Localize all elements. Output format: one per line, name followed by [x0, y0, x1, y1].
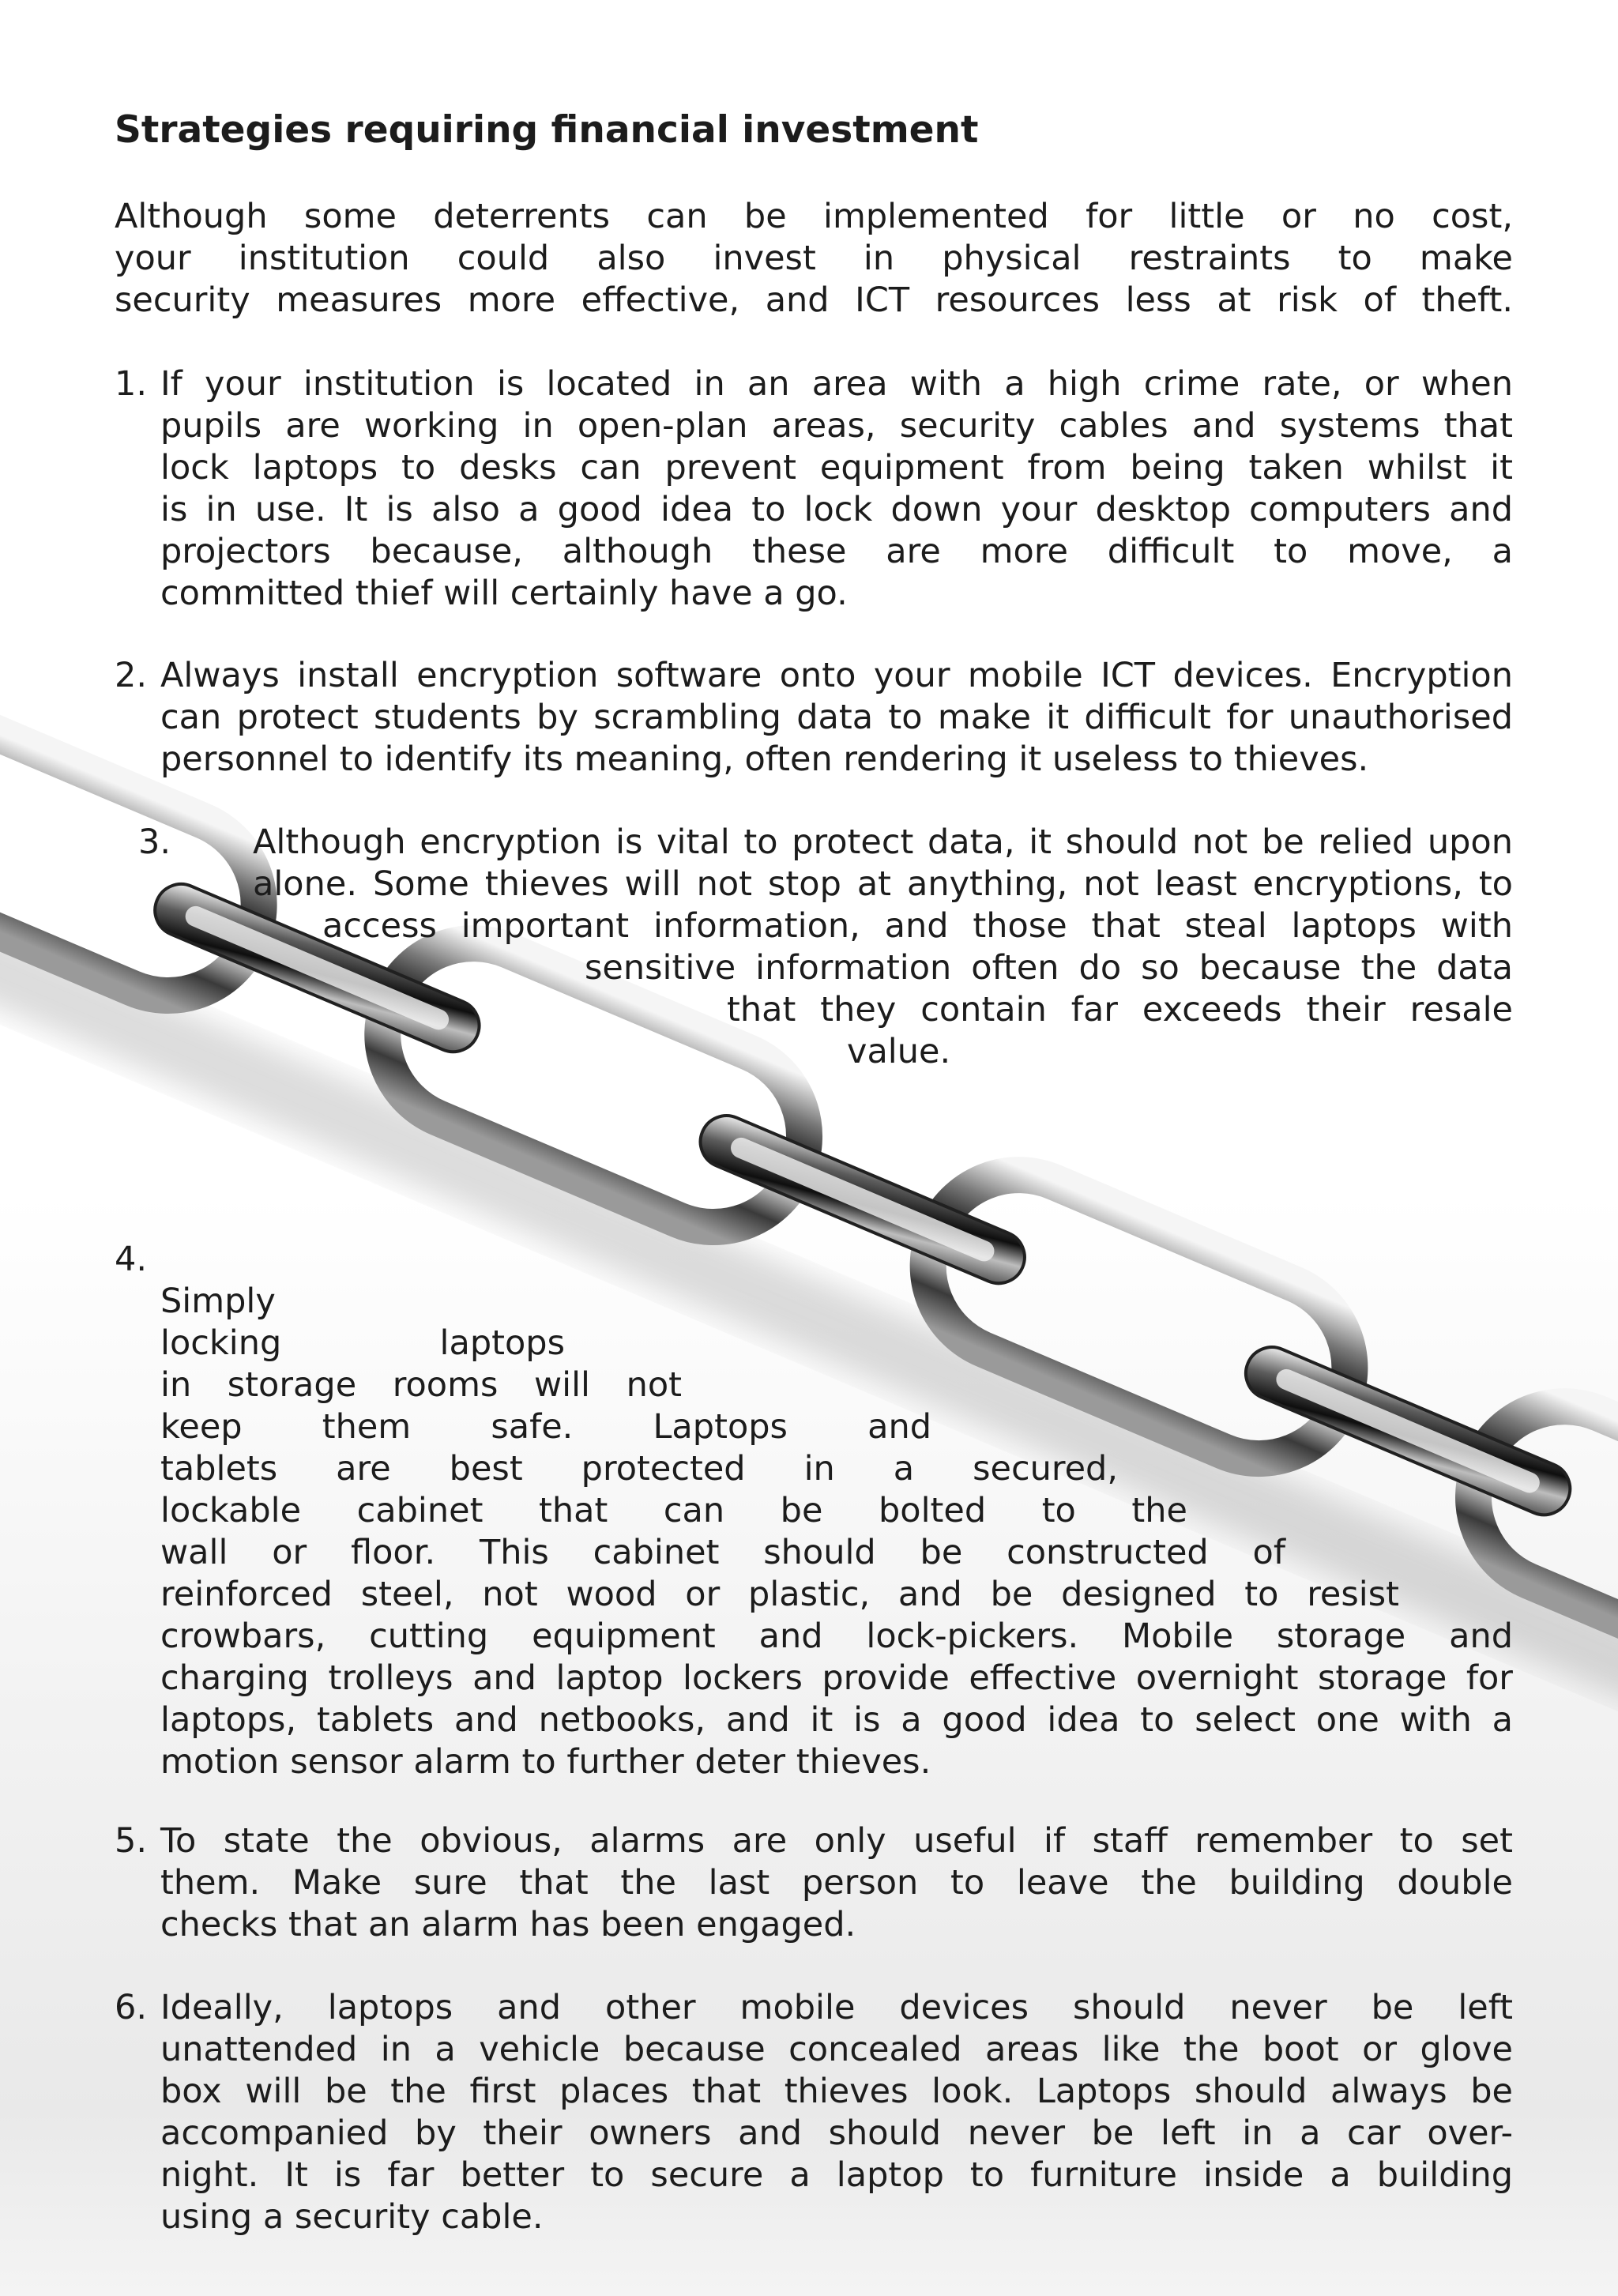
- page-title: Strategies requiring financial investment: [115, 108, 979, 152]
- list-item-line: keep them safe. Laptops and: [160, 1407, 931, 1447]
- list-number: 2.: [115, 656, 148, 695]
- intro-line: your institution could also invest in physical restraints to make: [115, 239, 1513, 278]
- list-item-line: Although encryption is vital to protect data, it should not be relied upon: [253, 822, 1513, 862]
- list-item-line: charging trolleys and laptop lockers provide effective overnight storage for: [160, 1658, 1513, 1698]
- list-item: [0, 822, 1513, 1073]
- list-item-line: checks that an alarm has been engaged.: [160, 1905, 856, 1944]
- list-item-line: motion sensor alarm to further deter thieves.: [160, 1742, 931, 1782]
- list-item-line: laptops, tablets and netbooks, and it is a good idea to select one with a: [160, 1700, 1513, 1740]
- list-item-line: box will be the first places that thieves look. Laptops should always be: [160, 2072, 1513, 2111]
- list-item-line: Simply: [160, 1282, 276, 1321]
- list-item-line: locking laptops: [160, 1323, 565, 1363]
- list-item-line: sensitive information often do so because the data: [585, 948, 1513, 988]
- list-item-line: Ideally, laptops and other mobile devices should never be left: [160, 1988, 1513, 2027]
- list-number: 4.: [115, 1240, 148, 1279]
- intro-paragraph: [115, 196, 1513, 322]
- list-item: [160, 1820, 1513, 1946]
- list-item-line: If your institution is located in an area with a high crime rate, or when: [160, 364, 1513, 404]
- list-item-line: crowbars, cutting equipment and lock-pickers. Mobile storage and: [160, 1617, 1513, 1656]
- list-item-line: is in use. It is also a good idea to lock down your desktop computers and: [160, 490, 1513, 529]
- intro-line: Although some deterrents can be implemented for little or no cost,: [115, 197, 1513, 236]
- list-item: [160, 655, 1513, 781]
- list-item-line: accompanied by their owners and should never be left in a car over-: [160, 2113, 1513, 2153]
- list-item: [160, 1987, 1513, 2238]
- list-item-line: using a security cable.: [160, 2197, 544, 2237]
- list-item: [160, 363, 1513, 615]
- list-item-line: personnel to identify its meaning, often rendering it useless to thieves.: [160, 740, 1369, 779]
- list-item-line: committed thief will certainly have a go.: [160, 574, 848, 613]
- list-number: 6.: [115, 1988, 148, 2027]
- list-item-line: can protect students by scrambling data to make it difficult for unauthorised: [160, 698, 1513, 737]
- list-item-line: Always install encryption software onto your mobile ICT devices. Encryption: [160, 656, 1513, 695]
- list-item-line: them. Make sure that the last person to leave the building double: [160, 1863, 1513, 1903]
- list-item-line: in storage rooms will not: [160, 1365, 682, 1405]
- intro-line: security measures more effective, and ICT resources less at risk of theft.: [115, 280, 1513, 320]
- list-item-line: lockable cabinet that can be bolted to the: [160, 1491, 1187, 1530]
- list-number: 5.: [115, 1821, 148, 1861]
- list-item-line: unattended in a vehicle because concealed areas like the boot or glove: [160, 2030, 1513, 2069]
- list-item-line: value.: [847, 1032, 951, 1071]
- list-item-line: that they contain far exceeds their resale: [727, 990, 1513, 1029]
- list-item-line: lock laptops to desks can prevent equipment from being taken whilst it: [160, 448, 1513, 487]
- list-number: 1.: [115, 364, 148, 404]
- list-item-line: projectors because, although these are more difficult to move, a: [160, 532, 1513, 571]
- list-item-line: night. It is far better to secure a laptop to furniture inside a building: [160, 2155, 1513, 2195]
- list-item-line: alone. Some thieves will not stop at anything, not least encryptions, to: [253, 864, 1513, 904]
- list-item-line: wall or floor. This cabinet should be constructed of: [160, 1533, 1285, 1572]
- list-item-line: tablets are best protected in a secured,: [160, 1449, 1118, 1489]
- list-item-line: pupils are working in open-plan areas, security cables and systems that: [160, 406, 1513, 446]
- list-item: [160, 1281, 1513, 1783]
- list-item-line: access important information, and those that steal laptops with: [322, 906, 1513, 946]
- list-number: 3.: [138, 822, 171, 862]
- list-item-line: reinforced steel, not wood or plastic, and be designed to resist: [160, 1575, 1399, 1614]
- list-item-line: To state the obvious, alarms are only useful if staff remember to set: [160, 1821, 1513, 1861]
